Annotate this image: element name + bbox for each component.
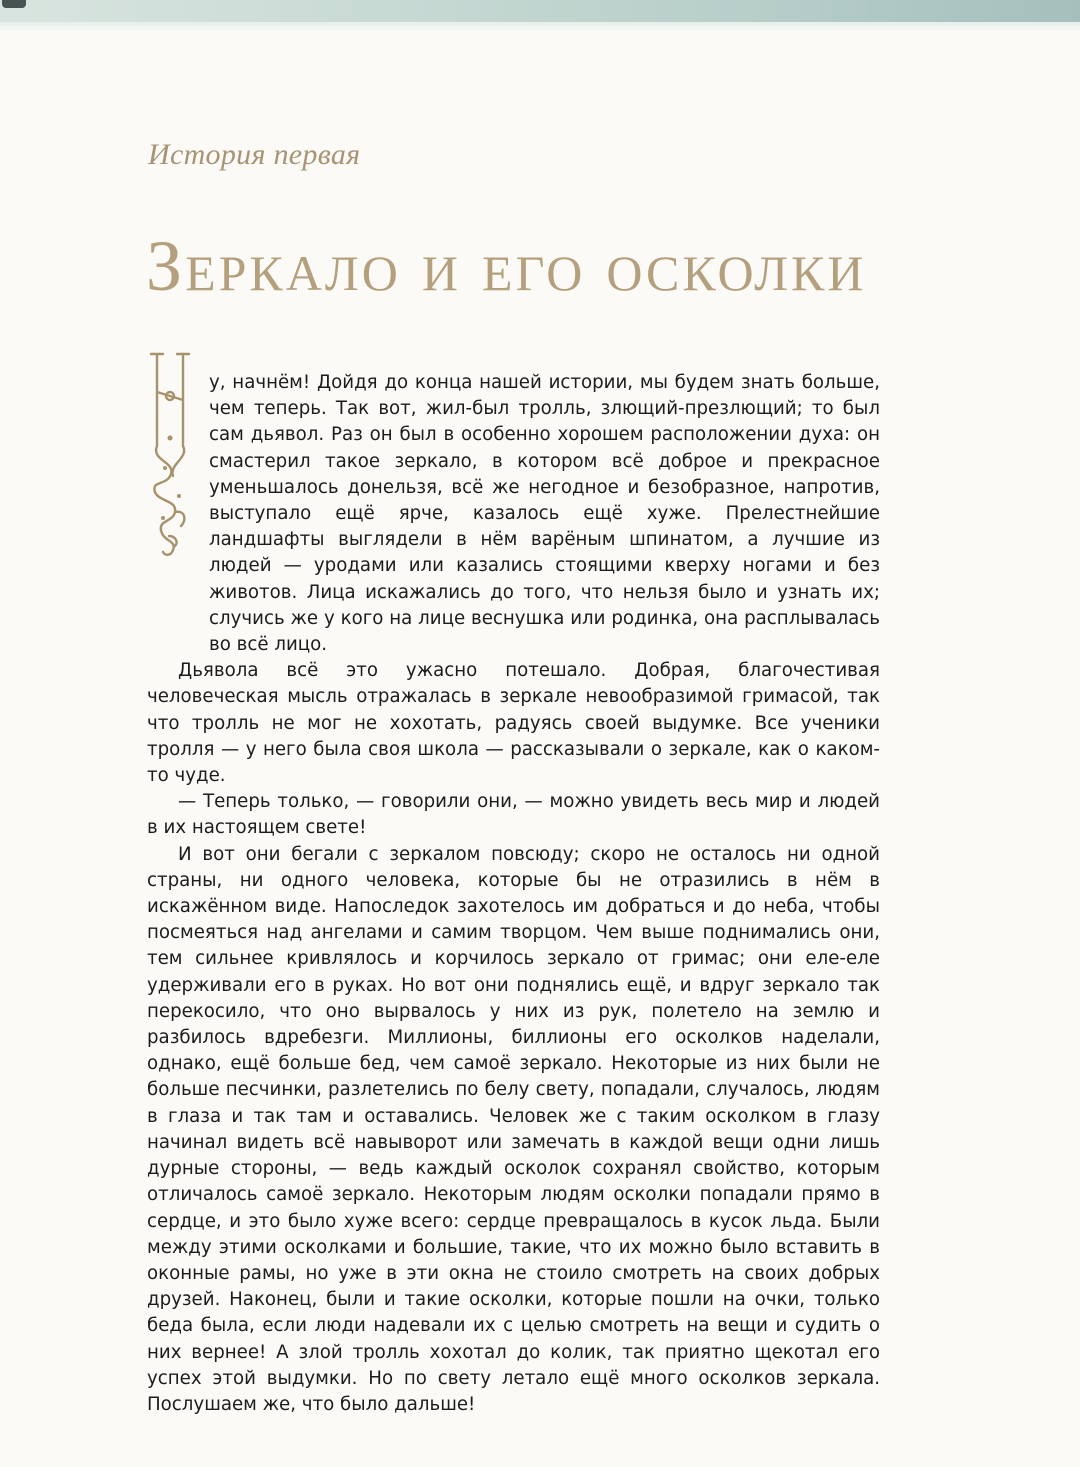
chapter-subtitle: История первая xyxy=(148,138,361,171)
paragraph-4: И вот они бегали с зеркалом повсюду; скоро не осталось ни одной страны, ни одного человека, которые бы не отразились в нём в искажённом виде. Напоследок захотелось им добраться и до неба, чтобы посмеяться над ангелами и самим творцом. Чем выше поднимались они, тем сильнее кривлялось и корчилось зеркало от гримас; они еле-еле удерживали его в руках. Но вот они поднялись ещё, и вдруг зеркало так перекосило, что оно вырвалось у них из рук, полетело на землю и разбилось вдребезги. Миллионы, биллионы его осколков наделали, однако, ещё больше бед, чем самоё зеркало. Некоторые из них были не больше песчинки, разлетелись по белу свету, попадали, случалось, людям в глаза и так там и оставались. Человек же с таким осколком в глазу начинал видеть всё навыворот или замечать в каждой вещи одни лишь дурные стороны, — ведь каждый осколок сохранял свойство, которым отличалось самоё зеркало. Некоторым людям осколки попадали прямо в сердце, и это было хуже всего: сердце превращалось в кусок льда. Были между этими осколками и большие, такие, что их можно было вставить в оконные рамы, но уже в эти окна не стоило смотреть на своих добрых друзей. Наконец, были и такие осколки, которые пошли на очки, только беда была, если люди надевали их с целью смотреть на вещи и судить о них вернее! А злой тролль хохотал до колик, так приятно щекотал его успех этой выдумки. Но по свету летало ещё много осколков зеркала. Послушаем же, что было дальше! xyxy=(147,843,880,1415)
story-text xyxy=(147,370,880,1418)
top-corner-mark xyxy=(2,0,26,8)
top-strip-fade xyxy=(0,22,1080,32)
paragraph-3: — Теперь только, — говорили они, — можно увидеть весь мир и людей в их настоящем свете! xyxy=(147,791,880,839)
paragraph-1: у, начнём! Дойдя до конца нашей истории, мы будем знать больше, чем теперь. Так вот, жил-был тролль, злющий-презлющий; то был сам дьявол. Раз он был в особенно хорошем расположении духа: он смастерил такое зеркало, в котором всё доброе и прекрасное уменьшалось донельзя, всё же негодное и безобразное, напротив, выступало ещё ярче, казалось ещё хуже. Прелестнейшие ландшафты выглядели в нём варёным шпинатом, а лучшие из людей — уродами или казались стоящими кверху ногами и без животов. Лица искажались до того, что нельзя было и узнать их; случись же у кого на лице веснушка или родинка, она расплывалась во всё лицо. xyxy=(209,372,880,656)
paragraph-2: Дьявола всё это ужасно потешало. Добрая, благочестивая человеческая мысль отражалась в зеркале невообразимой гримасой, так что тролль не мог не хохотать, радуясь своей выдумке. Все ученики тролля — у него была своя школа — рассказывали о зеркале, как о каком-то чуде. xyxy=(147,660,880,787)
top-decorative-strip xyxy=(0,0,1080,22)
chapter-title: Зеркало и его осколки xyxy=(146,226,867,307)
